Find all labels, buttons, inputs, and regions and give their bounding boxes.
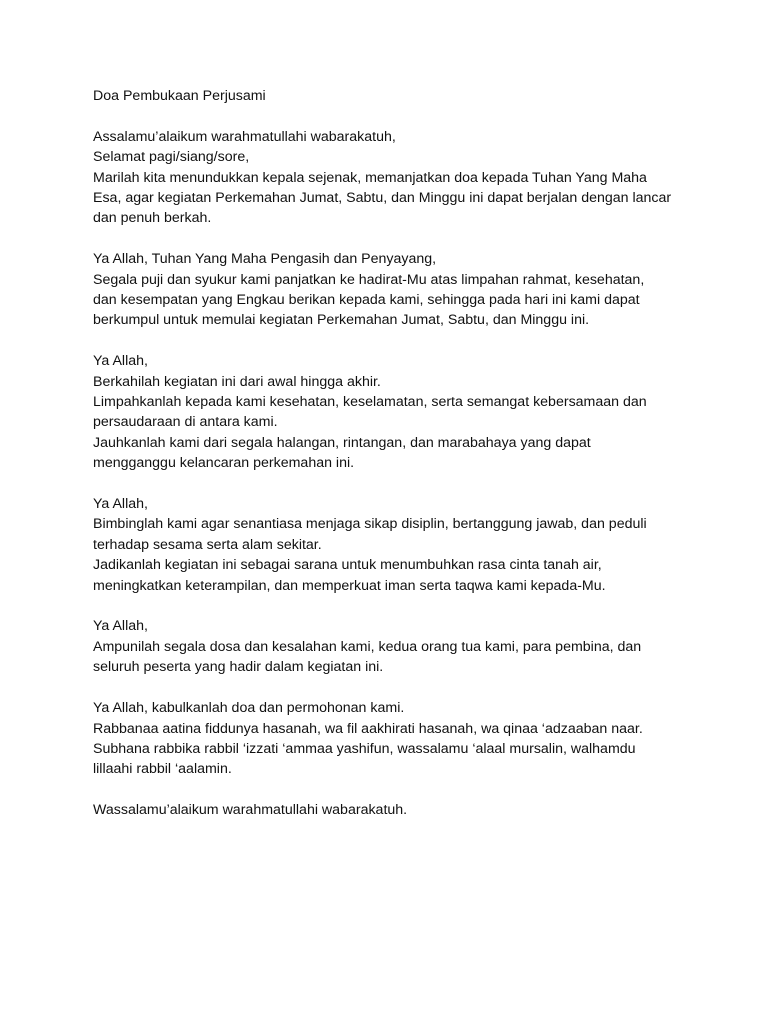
text-line: Esa, agar kegiatan Perkemahan Jumat, Sabtu, dan Minggu ini dapat berjalan dengan lancar bbox=[93, 190, 672, 207]
text-line: Subhana rabbika rabbil ‘izzati ‘ammaa yashifun, wassalamu ‘alaal mursalin, walhamdu bbox=[93, 740, 636, 757]
text-line: Jadikanlah kegiatan ini sebagai sarana untuk menumbuhkan rasa cinta tanah air, bbox=[93, 557, 602, 574]
paragraph-salutation bbox=[93, 800, 693, 820]
text-line: Segala puji dan syukur kami panjatkan ke hadirat-Mu atas limpahan rahmat, kesehatan, bbox=[93, 271, 645, 288]
text-line: Jauhkanlah kami dari segala halangan, rintangan, dan marabahaya yang dapat bbox=[93, 434, 591, 451]
text-line: terhadap sesama serta alam sekitar. bbox=[93, 536, 322, 553]
text-line: Limpahkanlah kepada kami kesehatan, keselamatan, serta semangat kebersamaan dan bbox=[93, 394, 647, 411]
text-line: Ya Allah, Tuhan Yang Maha Pengasih dan Penyayang, bbox=[93, 251, 437, 268]
document-body bbox=[93, 86, 693, 841]
text-line: Bimbinglah kami agar senantiasa menjaga sikap disiplin, bertanggung jawab, dan peduli bbox=[93, 516, 647, 533]
text-line: Marilah kita menundukkan kepala sejenak, memanjatkan doa kepada Tuhan Yang Maha bbox=[93, 169, 647, 186]
paragraph-praise bbox=[93, 249, 693, 331]
text-line: Wassalamu’alaikum warahmatullahi wabarakatuh. bbox=[93, 802, 408, 819]
paragraph-blessing bbox=[93, 351, 693, 473]
text-line: Ya Allah, bbox=[93, 496, 148, 513]
text-line: dan kesempatan yang Engkau berikan kepada kami, sehingga pada hari ini kami dapat bbox=[93, 292, 640, 309]
text-line: persaudaraan di antara kami. bbox=[93, 414, 278, 431]
text-line: dan penuh berkah. bbox=[93, 210, 212, 227]
text-line: Assalamu’alaikum warahmatullahi wabarakatuh, bbox=[93, 128, 396, 145]
paragraph-guidance bbox=[93, 494, 693, 596]
text-line: Selamat pagi/siang/sore, bbox=[93, 149, 250, 166]
text-line: Ampunilah segala dosa dan kesalahan kami, kedua orang tua kami, para pembina, dan bbox=[93, 638, 642, 655]
text-line: Ya Allah, bbox=[93, 353, 148, 370]
text-line: Berkahilah kegiatan ini dari awal hingga akhir. bbox=[93, 373, 381, 390]
paragraph-opening bbox=[93, 127, 693, 229]
document-title: Doa Pembukaan Perjusami bbox=[93, 88, 266, 104]
text-line: Ya Allah, bbox=[93, 618, 148, 635]
paragraph-closing-prayer bbox=[93, 698, 693, 780]
paragraph-forgiveness bbox=[93, 616, 693, 677]
text-line: meningkatkan keterampilan, dan memperkuat iman serta taqwa kami kepada-Mu. bbox=[93, 577, 606, 594]
text-line: lillaahi rabbil ‘aalamin. bbox=[93, 761, 232, 778]
text-line: seluruh peserta yang hadir dalam kegiatan ini. bbox=[93, 659, 384, 676]
text-line: berkumpul untuk memulai kegiatan Perkemahan Jumat, Sabtu, dan Minggu ini. bbox=[93, 312, 590, 329]
text-line: mengganggu kelancaran perkemahan ini. bbox=[93, 455, 355, 472]
text-line: Ya Allah, kabulkanlah doa dan permohonan kami. bbox=[93, 700, 405, 717]
text-line: Rabbanaa aatina fiddunya hasanah, wa fil aakhirati hasanah, wa qinaa ‘adzaaban naar. bbox=[93, 720, 643, 737]
